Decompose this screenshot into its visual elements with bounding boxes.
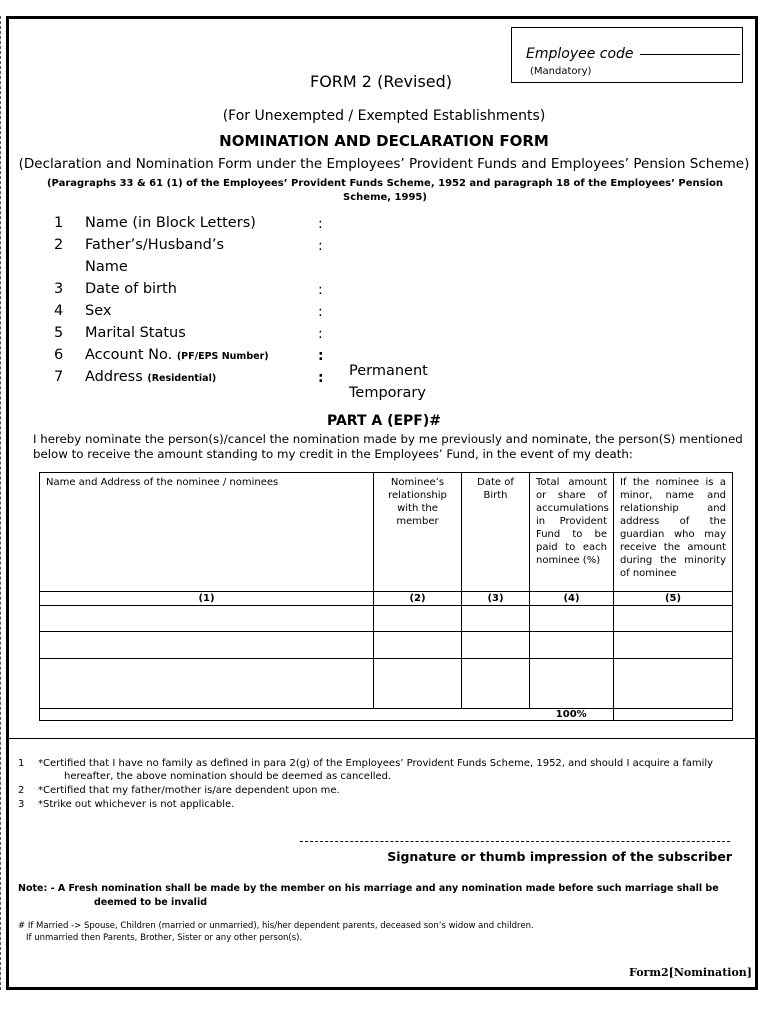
table-total-row xyxy=(40,709,733,721)
table-cell[interactable] xyxy=(530,632,614,659)
colnum-1: (1) xyxy=(40,592,374,606)
cert-1-text: *Certified that I have no family as defined in para 2(g) of the Employees’ Provident Funds Scheme, 1952, and should I acquire a family xyxy=(38,758,714,769)
form-number: Form2[Nomination] xyxy=(629,966,752,979)
part-a-title: PART A (EPF)# xyxy=(326,413,441,429)
field-7-colon: : xyxy=(318,370,324,386)
header-guardian: If the nominee is a minor, name and relationship and address of the guardian who may receive the amount during the minority of nominee xyxy=(614,473,733,592)
header-dob: Date of Birth xyxy=(462,473,530,592)
table-row xyxy=(40,606,733,632)
cert-3-number: 3 xyxy=(18,799,25,810)
field-2-number: 2 xyxy=(54,237,64,253)
colnum-3: (3) xyxy=(462,592,530,606)
table-row xyxy=(40,632,733,659)
field-3-colon: : xyxy=(318,282,323,298)
field-6-label xyxy=(85,347,269,363)
section-divider xyxy=(6,738,758,739)
cert-3-text: *Strike out whichever is not applicable. xyxy=(38,799,235,810)
table-cell[interactable] xyxy=(462,659,530,709)
colnum-2: (2) xyxy=(374,592,462,606)
signature-label: Signature or thumb impression of the subscriber xyxy=(387,849,732,864)
header-nominee-name: Name and Address of the nominee / nominees xyxy=(40,473,374,592)
total-blank xyxy=(614,709,733,721)
fresh-nomination-note xyxy=(18,882,738,910)
employee-code-label xyxy=(526,46,740,62)
table-cell[interactable] xyxy=(40,632,374,659)
header-relationship: Nominee’s relationship with the member xyxy=(374,473,462,592)
field-5-colon: : xyxy=(318,326,323,342)
nominee-table xyxy=(39,472,733,721)
footnote-married: # If Married -> Spouse, Children (married or unmarried), his/her dependent parents, deceased son’s widow and children. xyxy=(18,921,534,931)
field-6-colon: : xyxy=(318,348,324,364)
table-cell[interactable] xyxy=(530,659,614,709)
colnum-4: (4) xyxy=(530,592,614,606)
field-1-number: 1 xyxy=(54,215,64,231)
cert-1-text-line2: hereafter, the above nomination should be deemed as cancelled. xyxy=(64,771,392,782)
signature-line[interactable] xyxy=(300,841,730,842)
table-cell[interactable] xyxy=(462,632,530,659)
footnote-unmarried: If unmarried then Parents, Brother, Sister or any other person(s). xyxy=(26,933,303,943)
field-7-number: 7 xyxy=(54,369,64,385)
footnote xyxy=(18,920,738,944)
part-a-intro: I hereby nominate the person(s)/cancel the nomination made by me previously and nominate, the person(S) mentioned below to receive the amount standing to my credit in the Employees’ Fund, in the event of my death: xyxy=(33,432,743,461)
employee-code-text: Employee code xyxy=(526,46,634,62)
table-header-row xyxy=(40,473,733,592)
form-description: (Declaration and Nomination Form under the Employees’ Provident Funds and Employees’ Pension Scheme) xyxy=(18,156,750,172)
table-cell[interactable] xyxy=(614,606,733,632)
table-cell[interactable] xyxy=(40,606,374,632)
total-percent: 100% xyxy=(530,709,614,721)
table-cell[interactable] xyxy=(40,659,374,709)
table-cell[interactable] xyxy=(530,606,614,632)
field-2-colon: : xyxy=(318,238,323,254)
header-share: Total amount or share of accumulations in Provident Fund to be paid to each nominee (%) xyxy=(530,473,614,592)
establishment-note: (For Unexempted / Exempted Establishments) xyxy=(222,108,546,124)
field-4-label: Sex xyxy=(85,303,112,319)
field-7-label-text: Address xyxy=(85,369,143,385)
cert-1-number: 1 xyxy=(18,758,25,769)
employee-code-box xyxy=(511,27,743,83)
table-cell[interactable] xyxy=(614,632,733,659)
field-5-number: 5 xyxy=(54,325,64,341)
page-edge xyxy=(0,16,4,990)
field-1-label: Name (in Block Letters) xyxy=(85,215,256,231)
main-title: NOMINATION AND DECLARATION FORM xyxy=(219,132,549,150)
note-line1: Note: - A Fresh nomination shall be made by the member on his marriage and any nomination made before such marriage shall be xyxy=(18,883,719,894)
cert-2-text: *Certified that my father/mother is/are dependent upon me. xyxy=(38,785,340,796)
address-permanent: Permanent xyxy=(349,363,428,379)
field-3-label: Date of birth xyxy=(85,281,177,297)
field-6-suffix: (PF/EPS Number) xyxy=(176,351,269,362)
field-4-colon: : xyxy=(318,304,323,320)
field-4-number: 4 xyxy=(54,303,64,319)
field-5-label: Marital Status xyxy=(85,325,186,341)
table-cell[interactable] xyxy=(462,606,530,632)
field-6-number: 6 xyxy=(54,347,64,363)
field-3-number: 3 xyxy=(54,281,64,297)
field-2-label: Father’s/Husband’s xyxy=(85,237,224,253)
total-spacer xyxy=(40,709,530,721)
form-title: FORM 2 (Revised) xyxy=(310,72,453,91)
paragraph-reference: (Paragraphs 33 & 61 (1) of the Employees’ Provident Funds Scheme, 1952 and paragraph 18 of the Employees’ Pension Scheme, 1995) xyxy=(46,178,724,203)
table-row xyxy=(40,659,733,709)
table-cell[interactable] xyxy=(374,632,462,659)
table-colnum-row xyxy=(40,592,733,606)
table-cell[interactable] xyxy=(374,606,462,632)
field-6-label-text: Account No. xyxy=(85,347,173,363)
field-7-label xyxy=(85,369,216,385)
address-temporary: Temporary xyxy=(349,385,426,401)
cert-2-number: 2 xyxy=(18,785,25,796)
field-7-suffix: (Residential) xyxy=(147,373,217,384)
table-cell[interactable] xyxy=(374,659,462,709)
note-line2: deemed to be invalid xyxy=(94,897,207,908)
employee-code-mandatory: (Mandatory) xyxy=(530,66,592,77)
field-2-label-line2: Name xyxy=(85,259,128,275)
table-cell[interactable] xyxy=(614,659,733,709)
employee-code-line[interactable] xyxy=(640,54,740,55)
colnum-5: (5) xyxy=(614,592,733,606)
field-1-colon: : xyxy=(318,216,323,232)
